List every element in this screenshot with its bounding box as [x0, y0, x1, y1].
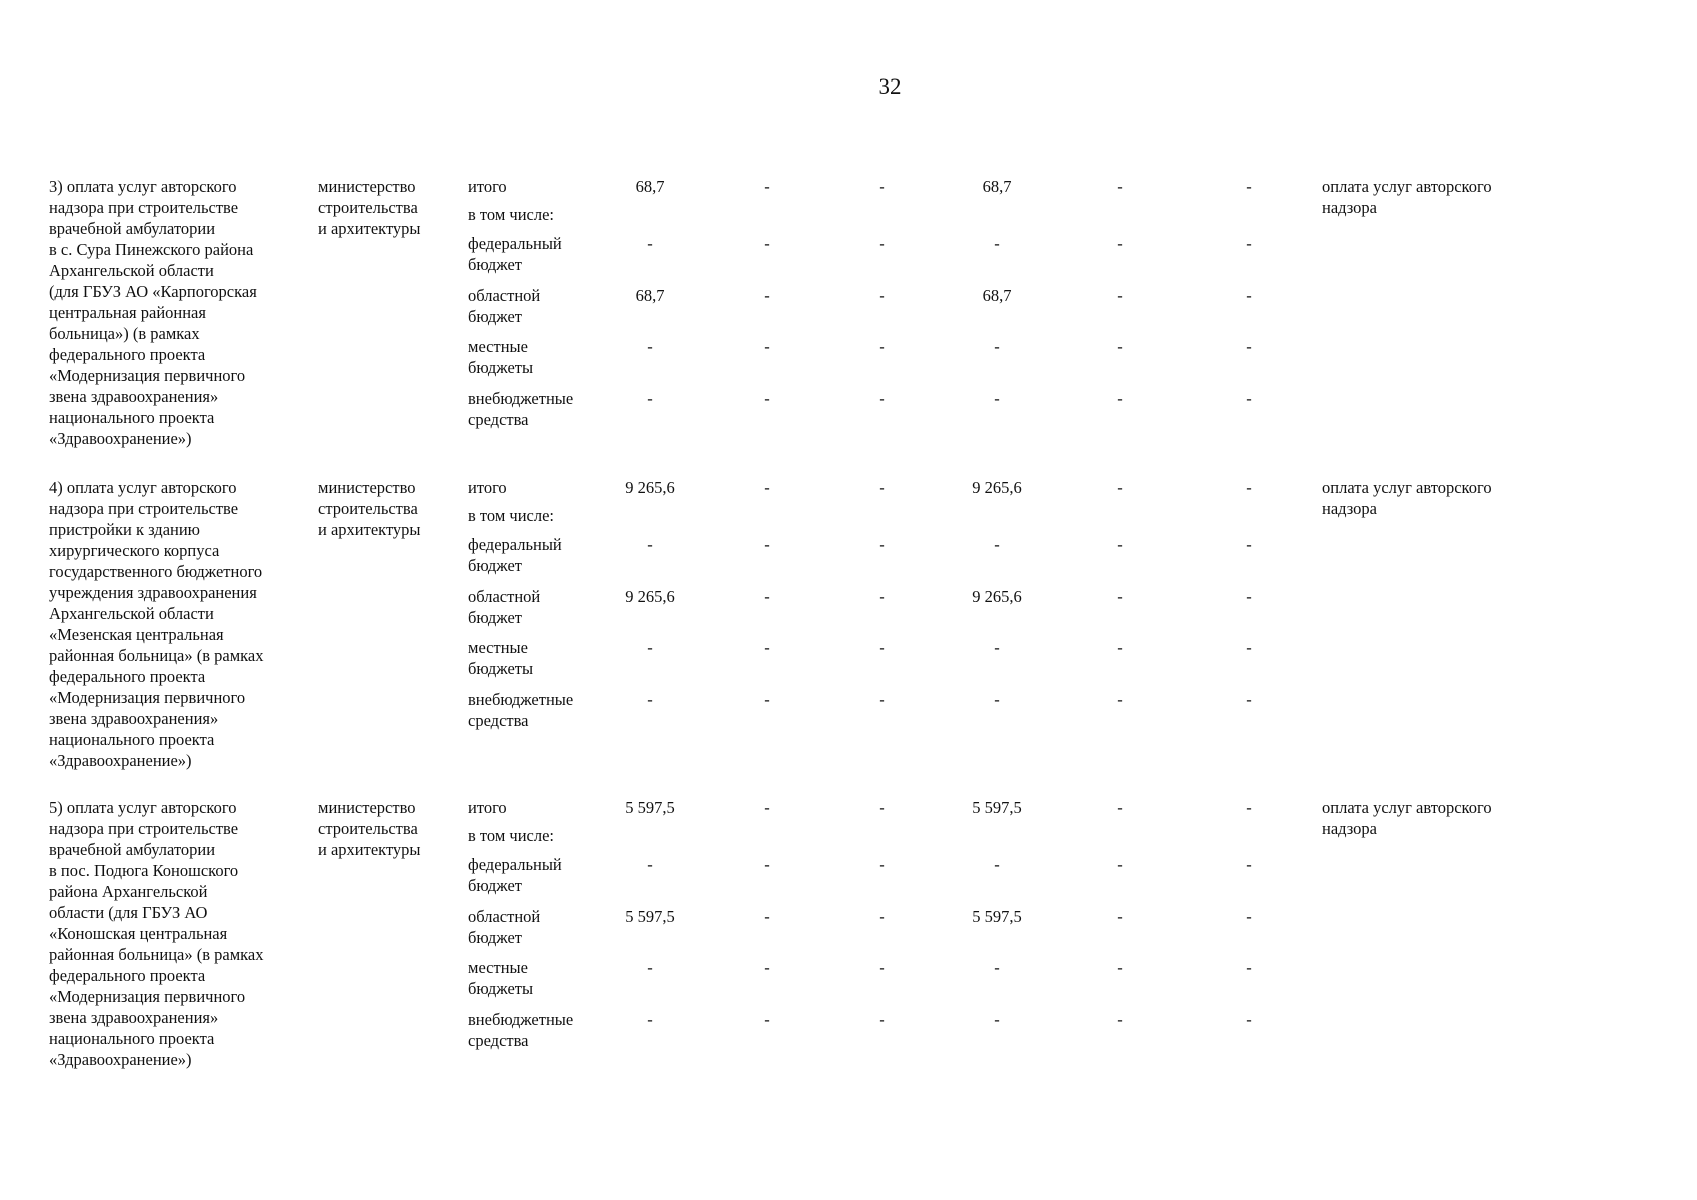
- value-cell: -: [647, 234, 653, 253]
- value-cell: -: [879, 958, 885, 977]
- value-cell: -: [1246, 855, 1252, 874]
- item-executor: министерство строительства и архитектуры: [318, 177, 421, 238]
- value-cell: -: [764, 389, 770, 408]
- value-cell: -: [994, 690, 1000, 709]
- financing-source-label: федеральный бюджет: [468, 535, 562, 575]
- value-cell: -: [647, 855, 653, 874]
- value-cell: -: [994, 389, 1000, 408]
- financing-source-label: в том числе:: [468, 205, 555, 224]
- value-cell: -: [994, 535, 1000, 554]
- item-description: 3) оплата услуг авторского надзора при строительстве врачебной амбулатории в с. Сура Пинежского района Архангельской области (для ГБУЗ АО «Карпогорская центральная районная больница») (в рамках федерального проекта «Модернизация первичного звена здравоохранения» национального проекта «Здравоохранение»): [49, 177, 257, 448]
- value-cell: -: [764, 958, 770, 977]
- value-cell: -: [1117, 337, 1123, 356]
- value-cell: -: [764, 337, 770, 356]
- value-cell: 5 597,5: [972, 907, 1022, 926]
- value-cell: -: [764, 177, 770, 196]
- value-cell: -: [994, 337, 1000, 356]
- financing-source-label: итого: [468, 478, 507, 497]
- value-cell: -: [879, 638, 885, 657]
- value-cell: -: [1117, 234, 1123, 253]
- financing-source-label: в том числе:: [468, 826, 555, 845]
- value-cell: -: [1117, 389, 1123, 408]
- financing-source-label: областной бюджет: [468, 286, 541, 326]
- value-cell: -: [1117, 478, 1123, 497]
- financing-source-label: итого: [468, 177, 507, 196]
- value-cell: -: [1117, 535, 1123, 554]
- item-description: 5) оплата услуг авторского надзора при строительстве врачебной амбулатории в пос. Подюга Коношского района Архангельской области (для ГБУЗ АО «Коношская центральная районная больница» (в рамках федерального проекта «Модернизация первичного звена здравоохранения» национального проекта «Здравоохранение»): [49, 798, 264, 1069]
- value-cell: -: [1117, 286, 1123, 305]
- value-cell: -: [764, 690, 770, 709]
- value-cell: -: [647, 535, 653, 554]
- item-result: оплата услуг авторского надзора: [1322, 478, 1492, 518]
- value-cell: 5 597,5: [625, 907, 675, 926]
- value-cell: -: [1117, 587, 1123, 606]
- value-cell: -: [764, 855, 770, 874]
- value-cell: -: [994, 1010, 1000, 1029]
- financing-source-label: местные бюджеты: [468, 638, 534, 678]
- value-cell: -: [1246, 690, 1252, 709]
- value-cell: -: [879, 855, 885, 874]
- value-cell: 9 265,6: [972, 478, 1022, 497]
- value-cell: -: [1117, 855, 1123, 874]
- value-cell: -: [1117, 798, 1123, 817]
- value-cell: -: [994, 958, 1000, 977]
- value-cell: -: [994, 638, 1000, 657]
- financing-source-label: областной бюджет: [468, 907, 541, 947]
- financing-source-label: итого: [468, 798, 507, 817]
- value-cell: -: [879, 234, 885, 253]
- value-cell: -: [1246, 177, 1252, 196]
- value-cell: -: [1117, 907, 1123, 926]
- value-cell: -: [1246, 1010, 1252, 1029]
- value-cell: -: [764, 798, 770, 817]
- value-cell: 9 265,6: [625, 478, 675, 497]
- financing-source-label: федеральный бюджет: [468, 855, 562, 895]
- value-cell: -: [1246, 478, 1252, 497]
- financing-source-label: местные бюджеты: [468, 958, 534, 998]
- value-cell: -: [1246, 798, 1252, 817]
- value-cell: 9 265,6: [972, 587, 1022, 606]
- value-cell: -: [647, 638, 653, 657]
- value-cell: -: [1246, 638, 1252, 657]
- value-cell: -: [647, 1010, 653, 1029]
- item-result: оплата услуг авторского надзора: [1322, 798, 1492, 838]
- value-cell: -: [879, 478, 885, 497]
- value-cell: -: [647, 337, 653, 356]
- value-cell: 68,7: [635, 177, 665, 196]
- value-cell: -: [994, 855, 1000, 874]
- value-cell: -: [1246, 535, 1252, 554]
- value-cell: -: [994, 234, 1000, 253]
- value-cell: -: [764, 1010, 770, 1029]
- value-cell: -: [647, 958, 653, 977]
- value-cell: -: [764, 234, 770, 253]
- financing-source-label: внебюджетные средства: [468, 690, 574, 730]
- value-cell: -: [647, 690, 653, 709]
- item-executor: министерство строительства и архитектуры: [318, 478, 421, 539]
- value-cell: -: [879, 389, 885, 408]
- value-cell: 68,7: [982, 286, 1012, 305]
- financing-source-label: в том числе:: [468, 506, 555, 525]
- value-cell: -: [764, 638, 770, 657]
- value-cell: -: [764, 535, 770, 554]
- financing-source-label: внебюджетные средства: [468, 1010, 574, 1050]
- value-cell: -: [879, 1010, 885, 1029]
- value-cell: -: [879, 286, 885, 305]
- value-cell: -: [879, 337, 885, 356]
- value-cell: -: [764, 478, 770, 497]
- value-cell: -: [1246, 958, 1252, 977]
- value-cell: -: [1117, 690, 1123, 709]
- financing-source-label: местные бюджеты: [468, 337, 534, 377]
- item-result: оплата услуг авторского надзора: [1322, 177, 1492, 217]
- value-cell: -: [1246, 587, 1252, 606]
- value-cell: -: [879, 907, 885, 926]
- value-cell: 9 265,6: [625, 587, 675, 606]
- value-cell: 68,7: [982, 177, 1012, 196]
- value-cell: -: [879, 535, 885, 554]
- page-number: 32: [878, 74, 902, 99]
- value-cell: 5 597,5: [972, 798, 1022, 817]
- value-cell: -: [1117, 177, 1123, 196]
- value-cell: -: [764, 587, 770, 606]
- value-cell: -: [647, 389, 653, 408]
- value-cell: -: [879, 690, 885, 709]
- value-cell: -: [879, 798, 885, 817]
- value-cell: -: [1117, 958, 1123, 977]
- value-cell: -: [879, 587, 885, 606]
- value-cell: -: [879, 177, 885, 196]
- value-cell: -: [1246, 337, 1252, 356]
- value-cell: -: [764, 907, 770, 926]
- financing-source-label: областной бюджет: [468, 587, 541, 627]
- value-cell: -: [1246, 286, 1252, 305]
- value-cell: -: [1117, 1010, 1123, 1029]
- financing-source-label: федеральный бюджет: [468, 234, 562, 274]
- item-executor: министерство строительства и архитектуры: [318, 798, 421, 859]
- value-cell: 5 597,5: [625, 798, 675, 817]
- value-cell: -: [764, 286, 770, 305]
- item-description: 4) оплата услуг авторского надзора при строительстве пристройки к зданию хирургического корпуса государственного бюджетного учреждения здравоохранения Архангельской области «Мезенская центральная районная больница» (в рамках федерального проекта «Модернизация первичного звена здравоохранения» национального проекта «Здравоохранение»): [49, 478, 264, 770]
- value-cell: -: [1246, 389, 1252, 408]
- financing-source-label: внебюджетные средства: [468, 389, 574, 429]
- value-cell: -: [1246, 234, 1252, 253]
- value-cell: -: [1246, 907, 1252, 926]
- value-cell: -: [1117, 638, 1123, 657]
- value-cell: 68,7: [635, 286, 665, 305]
